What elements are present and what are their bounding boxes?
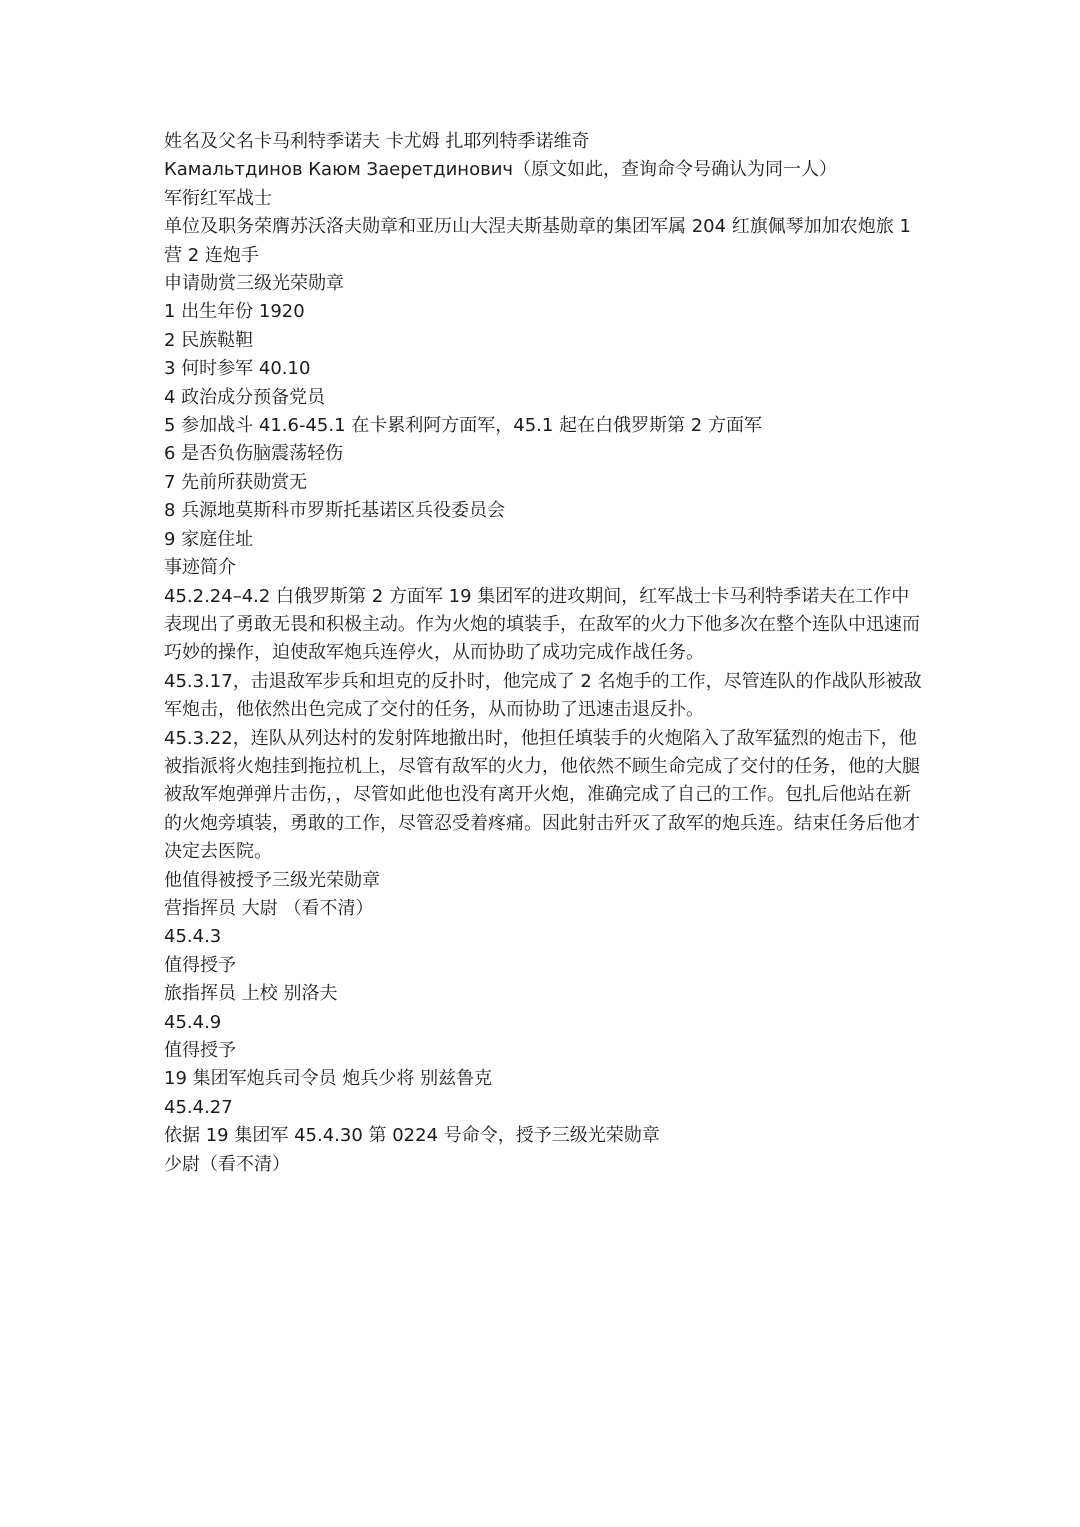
summary-paragraph-1: 45.2.24–4.2 白俄罗斯第 2 方面军 19 集团军的进攻期间，红军战士卡马利特季诺夫在工作中表现出了勇敢无畏和积极主动。作为火炮的填装手，在敌军的火力下他多次在整个连队中迅速而巧妙的操作，迫使敌军炮兵连停火，从而协助了成功完成作战任务。 (164, 585, 920, 664)
ethnicity: 2 民族鞑靼 (164, 329, 254, 351)
enlistment-date: 3 何时参军 40.10 (164, 358, 311, 380)
summary-heading: 事迹简介 (164, 557, 236, 579)
party-status: 4 政治成分预备党员 (164, 386, 326, 408)
brigade-commander: 旅指挥员 上校 别洛夫 (164, 983, 338, 1005)
draft-office: 8 兵源地莫斯科市罗斯托基诺区兵役委员会 (164, 500, 506, 522)
battalion-date: 45.4.3 (164, 926, 222, 948)
army-date: 45.4.27 (164, 1096, 233, 1118)
brigade-date: 45.4.9 (164, 1011, 222, 1033)
summary-paragraph-3: 45.3.22，连队从列达村的发射阵地撤出时，他担任填装手的火炮陷入了敌军猛烈的炮击下，他被指派将火炮挂到拖拉机上，尽管有敌军的火力，他依然不顾生命完成了交付的任务，他的大腿被敌军炮弹弹片击伤，，尽管如此他也没有离开火炮，准确完成了自己的工作。包扎后他站在新的火炮旁填装，勇敢的工作，尽管忍受着疼痛。因此射击歼灭了敌军的炮兵连。结束任务后他才决定去医院。 (164, 727, 920, 863)
name-russian: Камальтдинов Каюм Заеретдинович（原文如此，查询命令号确认为同一人） (164, 159, 838, 181)
award-requested: 申请勋赏三级光荣勋章 (164, 273, 344, 295)
army-artillery-commander: 19 集团军炮兵司令员 炮兵少将 别兹鲁克 (164, 1068, 493, 1090)
battalion-verdict: 值得授予 (164, 954, 236, 976)
unit-and-position: 单位及职务荣膺苏沃洛夫勋章和亚历山大涅夫斯基勋章的集团军属 204 红旗佩琴加加农炮旅 1 营 2 连炮手 (164, 216, 911, 266)
brigade-verdict: 值得授予 (164, 1040, 236, 1061)
summary-paragraph-2: 45.3.17，击退敌军步兵和坦克的反扑时，他完成了 2 名炮手的工作，尽管连队的作战队形被敌军炮击，他依然出色完成了交付的任务，从而协助了迅速击退反扑。 (164, 670, 922, 721)
document-body (164, 128, 924, 1179)
home-address: 9 家庭住址 (164, 528, 254, 550)
signatory: 少尉（看不清） (164, 1153, 290, 1175)
name-chinese: 姓名及父名卡马利特季诺夫 卡尤姆 扎耶列特季诺维奇 (164, 131, 590, 152)
recommendation: 他值得被授予三级光荣勋章 (164, 869, 380, 891)
birth-year: 1 出生年份 1920 (164, 301, 305, 323)
combat-service: 5 参加战斗 41.6-45.1 在卡累利阿方面军，45.1 起在白俄罗斯第 2 方面军 (164, 415, 762, 437)
previous-awards: 7 先前所获勋赏无 (164, 471, 308, 493)
rank: 军衔红军战士 (164, 187, 272, 209)
battalion-commander: 营指挥员 大尉 （看不清） (164, 897, 374, 919)
award-order: 依据 19 集团军 45.4.30 第 0224 号命令，授予三级光荣勋章 (164, 1125, 660, 1147)
wounds: 6 是否负伤脑震荡轻伤 (164, 443, 344, 465)
